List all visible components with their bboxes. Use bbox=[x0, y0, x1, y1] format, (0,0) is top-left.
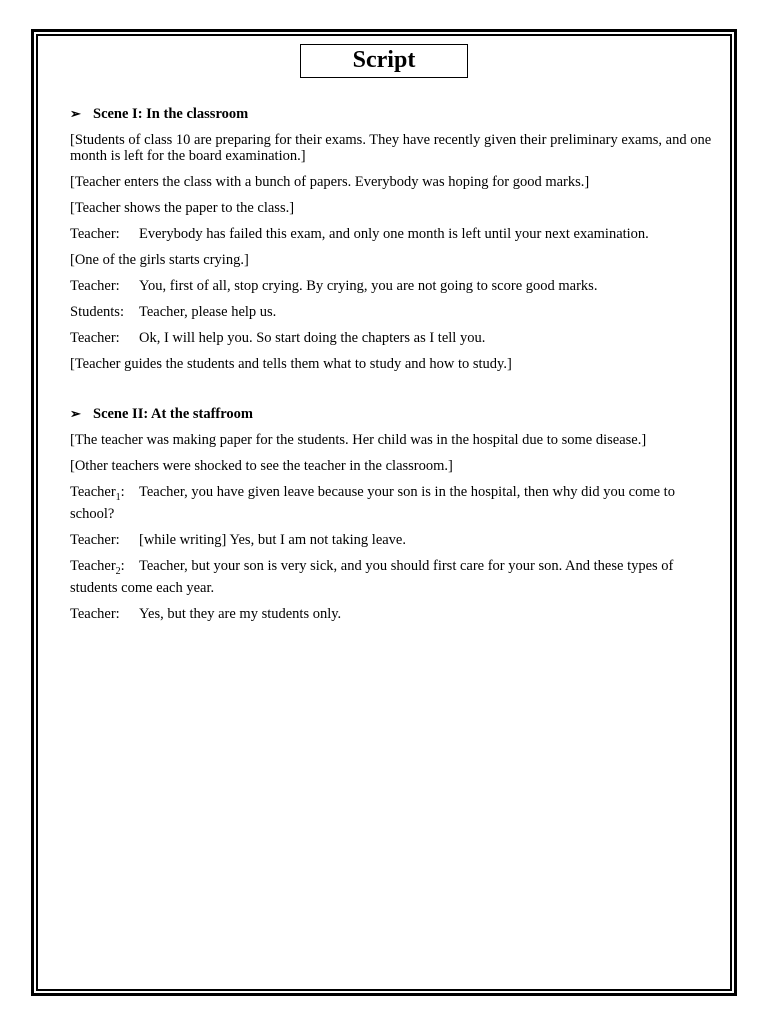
dialogue-text: Ok, I will help you. So start doing the chapters as I tell you. bbox=[139, 330, 486, 346]
dialogue-line bbox=[70, 278, 720, 294]
dialogue-text: You, first of all, stop crying. By crying, you are not going to score good marks. bbox=[139, 278, 598, 294]
dialogue-text: Yes, but they are my students only. bbox=[139, 605, 342, 622]
scene-heading bbox=[70, 406, 720, 422]
speaker-name bbox=[70, 226, 139, 242]
speaker-name bbox=[70, 606, 139, 622]
dialogue-line bbox=[70, 532, 720, 548]
dialogue-line bbox=[70, 304, 720, 320]
scene-heading bbox=[70, 106, 720, 122]
scene-heading-text: Scene I: In the classroom bbox=[93, 106, 249, 122]
dialogue-line bbox=[70, 558, 720, 596]
dialogue-text: Everybody has failed this exam, and only one month is left until your next examination. bbox=[139, 226, 649, 242]
speaker-name bbox=[70, 304, 139, 320]
dialogue-line bbox=[70, 606, 720, 622]
speaker-label: Teacher: bbox=[70, 226, 120, 242]
dialogue-line bbox=[70, 484, 720, 522]
stage-direction: [Teacher guides the students and tells them what to study and how to study.] bbox=[70, 356, 512, 372]
stage-direction: [Other teachers were shocked to see the teacher in the classroom.] bbox=[70, 458, 453, 474]
stage-direction: [Teacher shows the paper to the class.] bbox=[70, 200, 295, 216]
speaker-subscript: 1 bbox=[115, 491, 121, 503]
speaker-label: Teacher: bbox=[70, 531, 120, 548]
dialogue-line bbox=[70, 226, 720, 242]
page-title: Script bbox=[300, 44, 468, 78]
stage-direction: [The teacher was making paper for the students. Her child was in the hospital due to some disease.] bbox=[70, 432, 647, 448]
dialogue-line bbox=[70, 330, 720, 346]
speaker-name bbox=[70, 484, 139, 506]
arrow-bullet-icon: ➢ bbox=[70, 406, 81, 421]
speaker-colon: : bbox=[120, 557, 125, 574]
dialogue-text: Teacher, you have given leave because your son is in the hospital, then why did you come to school? bbox=[70, 484, 675, 522]
stage-direction: [Teacher enters the class with a bunch of papers. Everybody was hoping for good marks.] bbox=[70, 174, 590, 190]
scene-heading-text: Scene II: At the staffroom bbox=[93, 406, 254, 422]
speaker-colon: : bbox=[120, 484, 125, 500]
dialogue-text: Teacher, please help us. bbox=[139, 304, 277, 320]
speaker-label: Teacher: bbox=[70, 330, 120, 346]
dialogue-text: Teacher, but your son is very sick, and you should first care for your son. And these types of students come each year. bbox=[70, 557, 674, 596]
speaker-label: Students: bbox=[70, 304, 124, 320]
stage-direction: [One of the girls starts crying.] bbox=[70, 252, 249, 268]
script-content bbox=[70, 106, 720, 632]
speaker-name bbox=[70, 278, 139, 294]
speaker-name bbox=[70, 558, 139, 580]
speaker-label: Teacher bbox=[70, 484, 116, 500]
speaker-label: Teacher: bbox=[70, 605, 120, 622]
arrow-bullet-icon: ➢ bbox=[70, 106, 81, 121]
stage-direction: [Students of class 10 are preparing for their exams. They have recently given their preliminary exams, and one month is left for the board examination.] bbox=[70, 132, 712, 164]
speaker-subscript: 2 bbox=[115, 565, 121, 577]
speaker-label: Teacher bbox=[70, 557, 116, 574]
scene-gap bbox=[70, 382, 720, 406]
speaker-label: Teacher: bbox=[70, 278, 120, 294]
dialogue-text: [while writing] Yes, but I am not taking leave. bbox=[139, 531, 406, 548]
speaker-name bbox=[70, 330, 139, 346]
speaker-name bbox=[70, 532, 139, 548]
